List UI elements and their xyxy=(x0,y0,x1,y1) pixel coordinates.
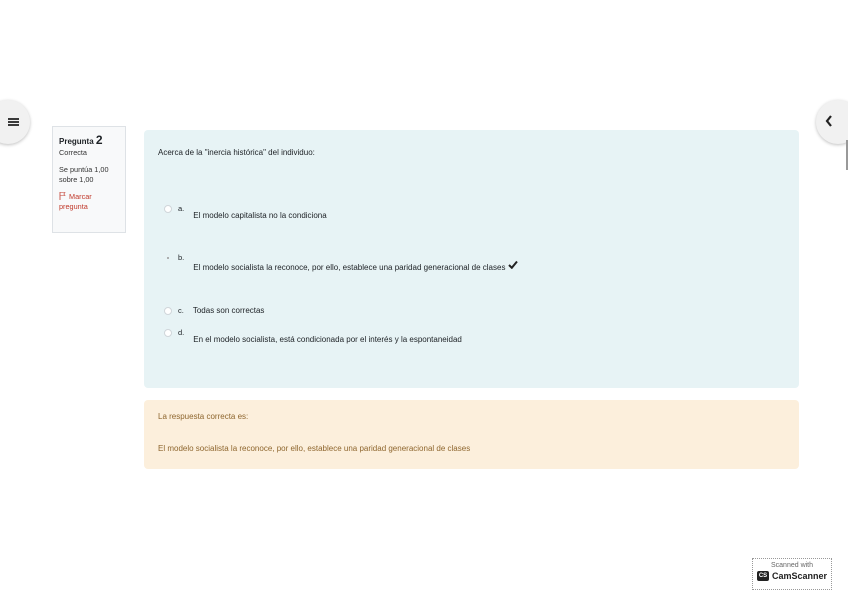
answer-letter: b. xyxy=(178,253,185,262)
question-text: Acerca de la "inercia histórica" del individuo: xyxy=(158,148,315,157)
answer-letter: c. xyxy=(178,306,184,315)
answer-text: El modelo capitalista no la condiciona xyxy=(193,211,327,220)
feedback-panel xyxy=(144,400,799,469)
checkmark-icon xyxy=(508,260,518,269)
question-formulation xyxy=(144,130,799,388)
answer-option-a[interactable] xyxy=(164,204,327,220)
camscanner-logo: CS xyxy=(758,573,768,579)
watermark-brand: CamScanner xyxy=(771,571,828,581)
flag-icon xyxy=(59,192,67,200)
answer-option-d[interactable] xyxy=(164,328,462,344)
answer-option-c[interactable] xyxy=(164,306,264,315)
question-info-panel xyxy=(52,126,126,233)
chevron-left-icon xyxy=(824,114,834,128)
answer-option-b[interactable] xyxy=(164,253,518,272)
answer-text: El modelo socialista la reconoce, por ello, establece una paridad generacional de clases xyxy=(193,260,518,272)
answer-radio-b[interactable] xyxy=(164,254,172,262)
hamburger-icon xyxy=(8,118,19,126)
answer-text: Todas son correctas xyxy=(192,306,265,315)
answer-letter: d. xyxy=(178,328,185,337)
question-grade: Se puntúa 1,00 sobre 1,00 xyxy=(59,165,109,184)
question-state: Correcta xyxy=(59,148,87,157)
answer-radio-c[interactable] xyxy=(164,307,172,315)
right-answer-text: El modelo socialista la reconoce, por ello, establece una paridad generacional de clases xyxy=(158,444,471,453)
open-block-drawer-button[interactable] xyxy=(816,100,848,144)
answer-text: En el modelo socialista, está condicionada por el interés y la espontaneidad xyxy=(193,335,462,344)
flag-question-link[interactable]: Marcar pregunta xyxy=(59,192,92,211)
answer-radio-d[interactable] xyxy=(164,329,172,337)
answer-letter: a. xyxy=(178,204,185,213)
open-course-index-button[interactable] xyxy=(0,100,30,144)
answer-radio-a[interactable] xyxy=(164,205,172,213)
right-answer-label: La respuesta correcta es: xyxy=(158,412,249,421)
question-number: Pregunta 2 xyxy=(59,133,103,147)
camscanner-watermark xyxy=(752,558,832,590)
watermark-caption: Scanned with xyxy=(770,562,814,569)
